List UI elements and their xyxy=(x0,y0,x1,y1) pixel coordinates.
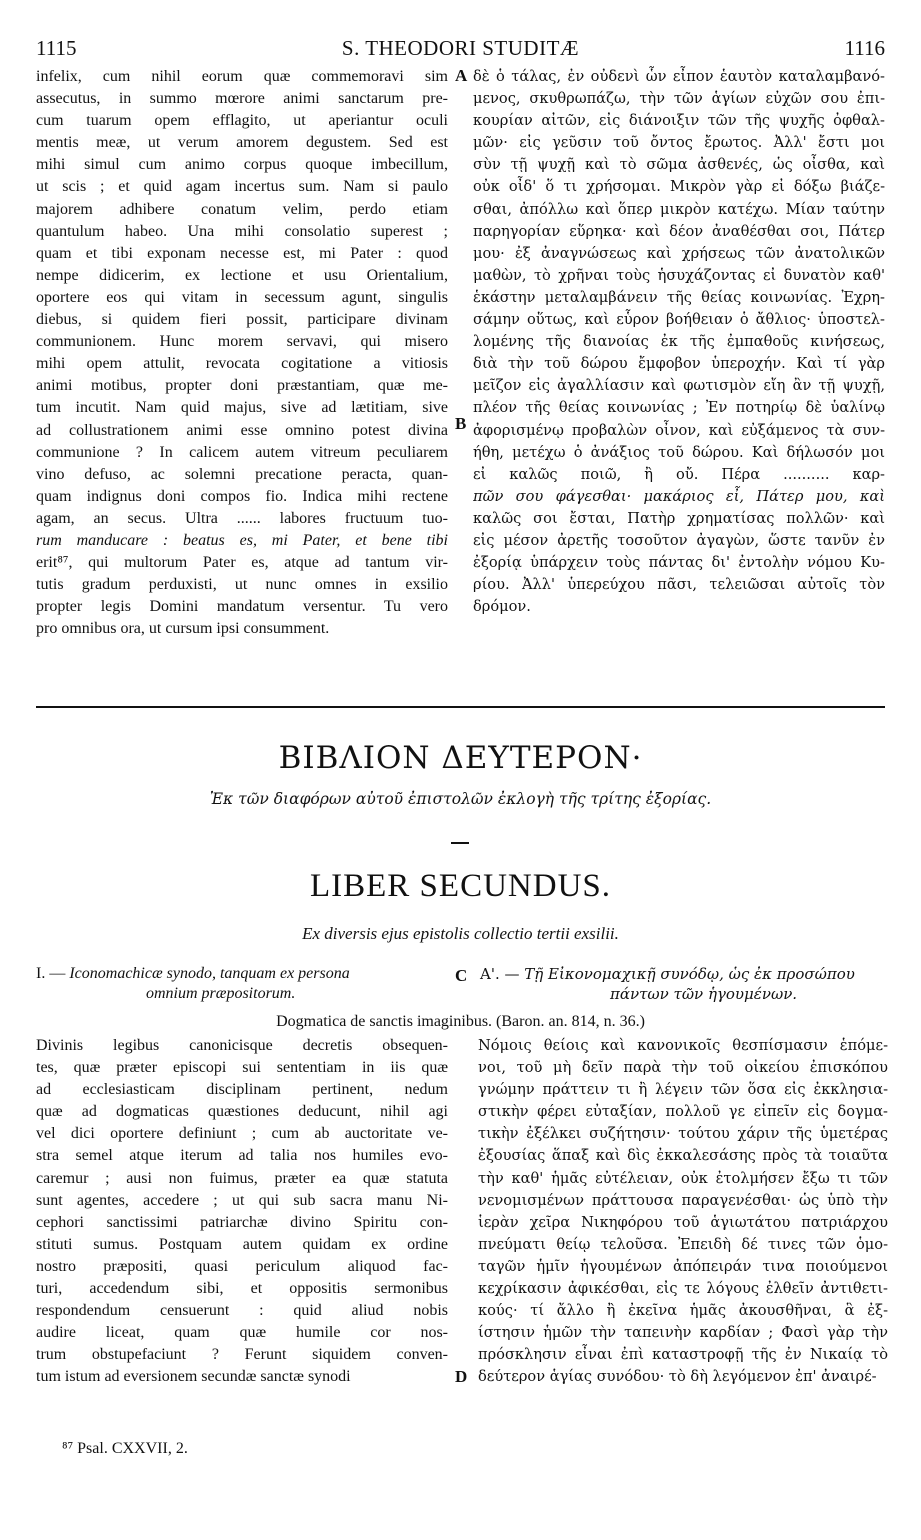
greek-column-letter xyxy=(478,1035,888,1389)
greek-text-line: δρόμον. xyxy=(473,598,531,616)
greek-letter-text-line: ἐξουσίας ἅπαξ καὶ δὶς ἐκκαλεσάσης πρὸς τὰ τοιαῦτα xyxy=(478,1147,888,1165)
latin-text-line: infelix, cum nihil eorum quæ commemoravi sim xyxy=(36,68,448,85)
greek-text-line: σὺν τῇ ψυχῇ καὶ τὸ σῶμα ἀσθενές, ὡς οἶσθα, καὶ xyxy=(473,156,885,174)
latin-letter-text-line: quæ ad dogmaticas quæstiones deducunt, nihil agi xyxy=(36,1103,448,1121)
greek-letter-text-line: ἱερὰν χεῖρα Νικηφόρου τοῦ ἁγιωτάτου πατριάρχου xyxy=(478,1213,888,1231)
greek-text-line: μῶν· εἰς γεῦσιν τοῦ ὄντος ἔρωτος. Ἀλλ' ἔστι μοι xyxy=(473,134,885,152)
greek-text-line: διὰ τὴν τοῦ δώρου ἔμφοβον ὑπεροχήν. Καὶ τί γὰρ xyxy=(473,355,885,373)
greek-text-line: πλέον τῆς θείας κοινωνίας ; Ἐν ποτηρίῳ δὲ ὑαλίνῳ xyxy=(473,399,885,417)
latin-heading-number: I. — xyxy=(36,965,66,982)
greek-text-line: ρίου. Ἀλλ' ὑπερεύχου πᾶσι, τελειῶσαι αὐτοῖς τὸν xyxy=(473,576,885,594)
latin-text-line: ut scis ; et quid agam incertus sum. Nam si paulo xyxy=(36,178,448,196)
latin-text-line: communionem. Hunc morem servavi, qui misero xyxy=(36,333,448,351)
latin-text-line: communione ? In calicem autem vitreum peculiarem xyxy=(36,443,448,461)
page-number-right: 1116 xyxy=(844,36,885,60)
greek-letter-heading xyxy=(480,964,890,1004)
margin-marker-a: A xyxy=(455,66,468,85)
latin-letter-text-line: trum obstupefaciunt ? Ferunt siquidem conven- xyxy=(36,1346,448,1364)
latin-text-line: oportere eos qui vitam in secessum agunt, singulis xyxy=(36,288,448,306)
section-divider xyxy=(36,706,885,708)
greek-letter-text-line: νενομισμένων πράττουσα παραγενέσθαι· ὡς ὑπὸ τὴν xyxy=(478,1191,888,1209)
latin-text-line: diebus, si quidem fieri possit, participare divinam xyxy=(36,311,448,329)
greek-text-line: μενος, σκυθρωπάζω, τὴν τῶν ἁγίων εὐχῶν σου ἐπι- xyxy=(473,90,885,108)
greek-letter-text-line: κεχρίκασιν ἀφικέσθαι, εἰς τε λόγους ἐλθεῖν ἀντιθετι- xyxy=(478,1280,888,1298)
greek-column-top xyxy=(473,66,885,618)
greek-letter-text-line: δεύτερον ἁγίας συνόδου· τὸ δὴ λεγόμενον ἐπ' ἀναιρέ- xyxy=(478,1368,877,1386)
latin-text-line: pro omnibus ora, ut cursum ipsi consumment. xyxy=(36,620,330,638)
latin-book-subtitle: Ex diversis ejus epistolis collectio tertii exsilii. xyxy=(302,924,619,943)
greek-text-line: παρηγορίαν εὕρηκα· καὶ δέον ἀναθέσθαι σοι, Πάτερ xyxy=(473,222,885,240)
greek-text-line: ήθη, μετέχω ὁ ἀνάξιος τοῦ δώρου. Καὶ δήλωσόν μοι xyxy=(473,443,885,461)
latin-text-line: vino defuso, ac solemni precatione peracta, quan- xyxy=(36,465,448,483)
latin-column-letter xyxy=(36,1035,448,1389)
greek-letter-text-line: πρόσκλησιν εἶναι ἐπὶ καταστροφῇ τῆς ἐν Νικαίᾳ τὸ xyxy=(478,1346,888,1364)
latin-text-line: agam, an secus. Ultra ...... labores fructuum tuo- xyxy=(36,509,448,527)
greek-text-line: μου· ἐξ ἀναγνώσεως καὶ χρήσεως τῶν ἀνατολικῶν xyxy=(473,244,885,262)
latin-letter-text-line: cephori sanctissimi patriarchæ divino Spiritu con- xyxy=(36,1213,448,1231)
latin-text-line: erit⁸⁷, qui multorum Pater es, atque ad tantum vir- xyxy=(36,554,448,572)
greek-heading-number: Α'. — xyxy=(480,965,520,983)
greek-letter-text-line: κούς· τί ἄλλο ἢ ἐκεῖνα ἡμᾶς ἀκουσθῆναι, ἃ ἐξ- xyxy=(478,1302,888,1320)
latin-letter-text-line: tes, quæ præter episcopi sui sententiam in iis quæ xyxy=(36,1059,448,1077)
latin-text-line: mihi simul cum animo corpus quoque imbecillum, xyxy=(36,156,448,174)
latin-letter-heading xyxy=(36,964,448,1004)
greek-text-line: ἑκάστην μεταλαμβάνειν τῆς θείας κοινωνίας. Ἐχρη- xyxy=(473,288,885,306)
latin-column-top xyxy=(36,66,448,640)
greek-letter-text-line: νοι, τοῦ μὴ δεῖν παρὰ τὴν τοῦ οἰκείου ἐπισκόπου xyxy=(478,1059,888,1077)
greek-heading-line1: Τῇ Εἰκονομαχικῇ συνόδῳ, ὡς ἐκ προσώπου xyxy=(524,965,855,983)
latin-text-line: quam indignus doni compos fio. Indica mihi rectene xyxy=(36,487,448,505)
greek-text-line: κουρίαν αἰτῶν, εἰς διάνοιξιν τῶν τῆς ψυχῆς ὀφθαλ- xyxy=(473,112,885,130)
greek-heading-line2: πάντων τῶν ἡγουμένων. xyxy=(610,985,798,1003)
greek-letter-text-line: ίστησιν ἡμῶν τὴν ταπεινὴν καρδίαν ; Φασὶ γὰρ τὴν xyxy=(478,1324,888,1342)
greek-book-subtitle: Ἐκ τῶν διαφόρων αὐτοῦ ἐπιστολῶν ἐκλογὴ τῆς τρίτης ἐξορίας. xyxy=(209,790,712,808)
latin-heading-line2: omnium præpositorum. xyxy=(146,985,296,1002)
latin-letter-text-line: ad ecclesiasticam disciplinam pertinent, nedum xyxy=(36,1081,448,1099)
margin-marker-b: B xyxy=(455,414,467,433)
greek-text-line: λομένης τῆς διανοίας ἐκ τῆς ἐμπαθοῦς κινήσεως, xyxy=(473,333,885,351)
greek-letter-text-line: γνώμην πράττειν τι ἢ λέγειν τῶν ὅσα εἰς ἐκκλησια- xyxy=(478,1081,888,1099)
greek-text-line: πῶν σου φάγεσθαι· μακάριος εἶ, Πάτερ μου, καὶ xyxy=(473,487,885,505)
latin-letter-text-line: respondendum censuerunt : quid aliud nobis xyxy=(36,1302,448,1320)
greek-letter-text-line: τικὴν ἐξέλκει συζήτησιν· τούτου χάριν τῆς ὑμετέρας xyxy=(478,1125,888,1143)
latin-text-line: majorem adhibere conatum velim, perdo etiam xyxy=(36,200,448,218)
greek-text-line: καλῶς σοι ἔσται, Πατὴρ χρηματίσας πολλῶν· καὶ xyxy=(473,509,885,527)
greek-letter-text-line: πνεύματι θείῳ τελοῦσα. Ἐπειδὴ δέ τινες τῶν ὁμο- xyxy=(478,1235,888,1253)
greek-text-line: δὲ ὁ τάλας, ἐν οὐδενὶ ὧν εἶπον ἑαυτὸν καταλαμβανό- xyxy=(473,68,885,85)
greek-text-line: εἰς μέσον ἀρετῆς τοσοῦτον ἀγαγὼν, ὥστε τανῦν ἐν xyxy=(473,531,885,549)
greek-book-title: ΒΙΒΛΙΟΝ ΔΕΥΤΕΡΟΝ· xyxy=(278,740,643,776)
greek-letter-text-line: στικὴν φέρει εὐταξίαν, πολλοῦ γε εἰπεῖν εἰς δογμα- xyxy=(478,1103,888,1121)
latin-letter-text-line: nostro præpositi, quasi periculum aliquod fac- xyxy=(36,1257,448,1275)
running-header xyxy=(36,36,885,62)
greek-text-line: ἀφορισμένῳ προβαλὼν οἶνον, καὶ εὐξάμενος τὰ συν- xyxy=(473,421,885,439)
greek-letter-text-line: ταγῶν ἡμῖν ἡγουμένων ἀπόπειράν τινα ποιούμενοι xyxy=(478,1257,888,1275)
greek-text-line: εἰ καλῶς ποιῶ, ἢ οὔ. Πέρα .......... καρ- xyxy=(473,465,885,483)
footnote: ⁸⁷ Psal. CXXVII, 2. xyxy=(62,1440,188,1457)
greek-letter-text-line: τὴν καθ' ἡμᾶς εὐτέλειαν, οὐκ ἐτολμήσεν ἔξω τι τῶν xyxy=(478,1169,888,1187)
latin-text-line: quam et tibi exponam necesse est, mi Pater : quod xyxy=(36,244,448,262)
latin-heading-line1: Iconomachicæ synodo, tanquam ex persona xyxy=(69,965,350,982)
greek-text-line: οὐκ οἶδ' ὅ τι χρήσομαι. Μικρὸν γὰρ εἰ δόξω βιάζε- xyxy=(473,178,885,196)
latin-text-line: assecutus, in summo mœrore animi sanctarum pre- xyxy=(36,90,448,108)
running-title: S. THEODORI STUDITÆ xyxy=(341,36,580,60)
latin-text-line: ad collustrationem animi esse omnino potest divina xyxy=(36,421,448,439)
latin-text-line: cum tuarum opem efflagito, ut aperiantur oculi xyxy=(36,112,448,130)
latin-letter-text-line: turi, accedendum sibi, et oppositis sermonibus xyxy=(36,1280,448,1298)
latin-letter-text-line: stra semel atque iterum ad talia nos humiles evo- xyxy=(36,1147,448,1165)
latin-letter-text-line: vel dici oportere definiunt ; cum ab auctoritate ve- xyxy=(36,1125,448,1143)
latin-text-line: propter legis Domini mandatum versentur. Tu vero xyxy=(36,598,448,616)
latin-text-line: mihi opem attulit, revocata cogitatione a vitiosis xyxy=(36,355,448,373)
latin-text-line: tum incutit. Nam quid majus, sive ad lætitiam, sive xyxy=(36,399,448,417)
margin-marker-c: C xyxy=(455,966,468,985)
greek-text-line: ἐξορίᾳ ὑπάρχειν τοὺς πάντας δι' ἐντολὴν νόμου Κυ- xyxy=(473,554,885,572)
greek-letter-text-line: Νόμοις θείοις καὶ κανονικοῖς θεσπίσμασιν ἑπόμε- xyxy=(478,1037,888,1054)
title-dash xyxy=(451,842,469,844)
latin-text-line: tutis gradum perduxisti, ut nunc omnes in exsilio xyxy=(36,576,448,594)
greek-text-line: σάμην οὕτως, καὶ εὗρον βοήθειαν ὁ ἄθλιος· ὑποστελ- xyxy=(473,311,885,329)
latin-text-line: rum manducare : beatus es, mi Pater, et bene tibi xyxy=(36,531,448,549)
margin-marker-d: D xyxy=(455,1367,468,1386)
greek-text-line: μεῖζον εἰς ἀγαλλίασιν καὶ φωτισμὸν εἴη ἂν τῇ ψυχῇ, xyxy=(473,377,885,395)
page-number-left: 1115 xyxy=(36,36,77,60)
latin-letter-text-line: Divinis legibus canonicisque decretis obsequen- xyxy=(36,1037,448,1054)
latin-letter-text-line: caremur ; ausi non fuimus, præter ea quæ statuta xyxy=(36,1169,448,1187)
latin-text-line: nempe didicerim, ex lectione et usu Orientalium, xyxy=(36,266,448,284)
latin-letter-text-line: tum istum ad eversionem secundæ sanctæ synodi xyxy=(36,1368,351,1386)
greek-text-line: μαθὼν, τὸ χρῆναι τοὺς ἡσυχάζοντας εἰ δυνατὸν καθ' xyxy=(473,266,885,284)
latin-text-line: animi motibus, propter doni præstantiam, quæ me- xyxy=(36,377,448,395)
latin-letter-text-line: stituti sumus. Postquam autem quidam ex ordine xyxy=(36,1235,448,1253)
latin-book-title: LIBER SECUNDUS. xyxy=(309,868,612,904)
dogmatica-line: Dogmatica de sanctis imaginibus. (Baron. an. 814, n. 36.) xyxy=(276,1013,645,1030)
latin-text-line: mentis meæ, ut verum amorem degustem. Sed est xyxy=(36,134,448,152)
latin-text-line: quantulum habeo. Una mihi consolatio superest ; xyxy=(36,222,448,240)
latin-letter-text-line: audire liceat, quam quæ humile cor nos- xyxy=(36,1324,448,1342)
greek-text-line: σθαι, ἀπόλλω καὶ ὅπερ μικρὸν κατέχω. Μίαν ταύτην xyxy=(473,200,885,218)
latin-letter-text-line: sunt agentes, accedere ; ut qui sub sacra manu Ni- xyxy=(36,1191,448,1209)
